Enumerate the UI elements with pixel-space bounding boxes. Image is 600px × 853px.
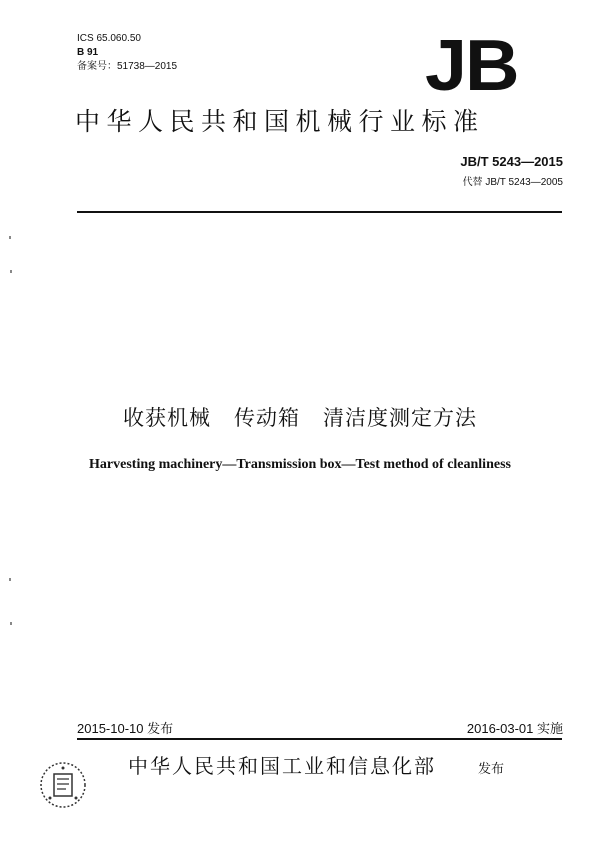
scan-speck: [10, 622, 12, 625]
scan-speck: [9, 236, 11, 239]
scan-speck: [10, 270, 12, 273]
document-title-en: Harvesting machinery—Transmission box—Test method of cleanliness: [89, 457, 511, 472]
ministry-seal-icon: [38, 760, 88, 810]
issuing-suffix: 发布: [478, 762, 505, 777]
filing-number: 备案号：51738—2015: [77, 61, 178, 72]
issuing-authority: 中华人民共和国工业和信息化部: [128, 754, 436, 778]
publish-date: 2015-10-10 发布: [77, 721, 174, 736]
standard-code: [460, 154, 563, 169]
jb-logo: JB: [425, 26, 518, 106]
implement-date: 2016-03-01 实施: [466, 721, 563, 736]
scan-speck: [9, 578, 11, 581]
standard-code-text: JB/T 5243—2015: [460, 154, 563, 169]
replaces-code: 代替 JB/T 5243—2005: [462, 177, 563, 188]
ics-code: ICS 65.060.50: [77, 33, 141, 44]
top-divider: [77, 211, 562, 213]
ccs-code: B 91: [77, 47, 99, 58]
standard-type-title: 中华人民共和国机械行业标准: [75, 107, 485, 136]
document-title-cn: 收获机械 传动箱 清洁度测定方法: [122, 406, 478, 430]
bottom-divider: [77, 738, 562, 740]
